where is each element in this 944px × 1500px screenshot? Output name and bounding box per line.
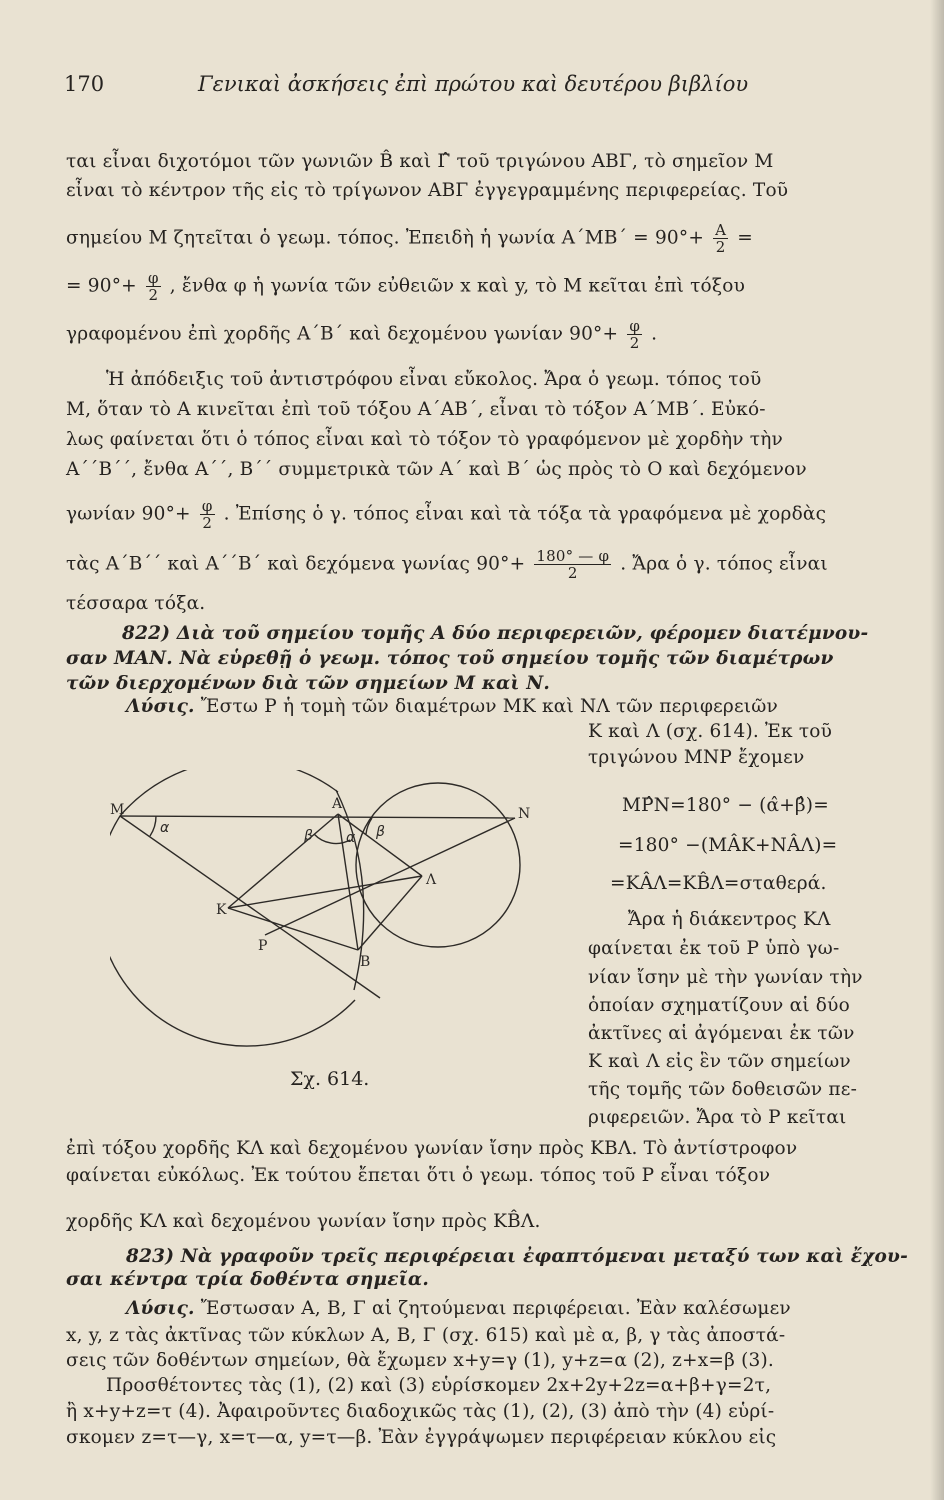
diameter-nl [265, 818, 515, 935]
text-line: Α΄΄Β΄΄, ἔνθα Α΄΄, Β΄΄ συμμετρικὰ τῶν Α΄ καὶ Β΄ ὡς πρὸς τὸ Ο καὶ δεχόμενον [66, 459, 807, 480]
angle-alpha-mark [150, 816, 156, 836]
label-a: A [332, 796, 343, 812]
text-span: Ἔστωσαν Α, Β, Γ αἱ ζητούμεναι περιφέρειαι. Ἐὰν καλέσωμεν [200, 1298, 791, 1319]
text-span: . Ἄρα ὁ γ. τόπος εἶναι [620, 553, 828, 575]
text-line: λως φαίνεται ὅτι ὁ τόπος εἶναι καὶ τὸ τόξον τὸ γραφόμενον μὲ χορδὴν τὴν [66, 429, 783, 450]
line-kb [228, 908, 358, 950]
fraction [534, 548, 611, 581]
equation-line: =ΚÂΛ=ΚB̂Λ=σταθερά. [610, 873, 827, 894]
text-line: Κ καὶ Λ (σχ. 614). Ἐκ τοῦ [588, 721, 833, 742]
text-span: Ἔστω Ρ ἡ τομὴ τῶν διαμέτρων ΜΚ καὶ ΝΛ τῶν περιφερειῶν [200, 696, 778, 717]
equation-line: =180° −(ΜÂΚ+ΝÂΛ)= [618, 835, 838, 856]
text-line-with-fraction [66, 222, 753, 255]
circle-k-arc-top [120, 770, 338, 816]
fraction [627, 318, 642, 351]
text-line: Ἄρα ἡ διάκεντρος ΚΛ [628, 909, 831, 930]
angle-a-mark [314, 834, 350, 844]
problem-823-statement: σαι κέντρα τρία δοθέντα σημεῖα. [66, 1269, 429, 1290]
text-line: φαίνεται εὐκόλως. Ἐκ τούτου ἔπεται ὅτι ὁ γεωμ. τόπος τοῦ Ρ εἶναι τόξον [66, 1165, 771, 1186]
text-line: χορδῆς ΚΛ καὶ δεχομένου γωνίαν ἴσην πρὸς ΚB̂Λ. [66, 1211, 541, 1232]
label-p: P [258, 938, 268, 954]
text-span: γραφομένου ἐπὶ χορδῆς Α΄Β΄ καὶ δεχομένου γωνίαν 90°+ [66, 323, 619, 345]
fraction [713, 222, 728, 255]
text-line: σεις τῶν δοθέντων σημείων, θὰ ἔχωμεν x+y=γ (1), y+z=α (2), z+x=β (3). [66, 1350, 774, 1371]
text-line: ἢ x+y+z=τ (4). Ἀφαιροῦντες διαδοχικῶς τὰς (1), (2), (3) ἀπὸ τὴν (4) εὑρί- [66, 1401, 775, 1422]
text-line: φαίνεται ἐκ τοῦ Ρ ὑπὸ γω- [588, 938, 840, 959]
fraction-numerator: φ [147, 269, 159, 287]
text-line: νίαν ἴσην μὲ τὴν γωνίαν τὴν [588, 967, 863, 988]
label-alpha: α [160, 820, 170, 836]
text-line-with-fraction [66, 498, 826, 531]
solution-line [126, 695, 778, 719]
page-number: 170 [64, 72, 105, 96]
label-beta: β [376, 824, 385, 840]
problem-823-statement: 823) Νὰ γραφοῦν τρεῖς περιφέρειαι ἐφαπτόμεναι μεταξύ των καὶ ἔχου- [126, 1246, 908, 1267]
text-line: τῆς τομῆς τῶν δοθεισῶν πε- [588, 1079, 858, 1100]
fraction [200, 498, 215, 531]
text-span: γωνίαν 90°+ [66, 503, 191, 525]
text-line: ἀκτῖνες αἱ ἀγόμεναι ἐκ τῶν [588, 1023, 855, 1044]
running-header [64, 72, 904, 102]
label-m: M [110, 802, 125, 818]
text-line: Μ, ὅταν τὸ Α κινεῖται ἐπὶ τοῦ τόξου Α΄ΑΒ΄, εἶναι τὸ τόξον Α΄ΜΒ΄. Εὐκό- [66, 399, 766, 420]
text-line: x, y, z τὰς ἀκτῖνας τῶν κύκλων Α, Β, Γ (σχ. 615) καὶ μὲ α, β, γ τὰς ἀποστά- [66, 1325, 786, 1346]
text-line: ἐπὶ τόξου χορδῆς ΚΛ καὶ δεχομένου γωνίαν ἴσην πρὸς ΚΒΛ. Τὸ ἀντίστροφον [66, 1138, 798, 1159]
text-line: Προσθέτοντες τὰς (1), (2) καὶ (3) εὑρίσκομεν 2x+2y+2z=α+β+γ=2τ, [106, 1375, 772, 1396]
text-line-with-fraction [66, 318, 657, 351]
text-span: τὰς Α΄Β΄΄ καὶ Α΄΄Β΄ καὶ δεχόμενα γωνίας 90°+ [66, 553, 526, 575]
text-line: Ἡ ἀπόδειξις τοῦ ἀντιστρόφου εἶναι εὔκολος. Ἄρα ὁ γεωμ. τόπος τοῦ [106, 369, 762, 390]
equation-line: ΜΡ̂Ν=180° − (α̂+β̂)= [622, 795, 829, 816]
text-span: = 90°+ [66, 275, 137, 297]
fraction-numerator: Α [715, 221, 727, 239]
text-line: ται εἶναι διχοτόμοι τῶν γωνιῶν B̂ καὶ Γ̂ τοῦ τριγώνου ΑΒΓ, τὸ σημεῖον Μ [66, 151, 774, 172]
solution-label: Λύσις. [126, 696, 195, 717]
text-span: , ἔνθα φ ἡ γωνία τῶν εὐθειῶν x καὶ y, τὸ Μ κεῖται ἐπὶ τόξου [169, 275, 746, 297]
text-line: εἶναι τὸ κέντρον τῆς εἰς τὸ τρίγωνον ΑΒΓ ἐγγεγραμμένης περιφερείας. Τοῦ [66, 180, 789, 201]
text-span: . [651, 323, 658, 345]
label-k: K [216, 902, 227, 918]
text-line: τέσσαρα τόξα. [66, 593, 206, 614]
problem-822-statement: σαν ΜΑΝ. Νὰ εὑρεθῇ ὁ γεωμ. τόπος τοῦ σημείου τομῆς τῶν διαμέτρων [66, 648, 834, 669]
text-line-with-fraction [66, 548, 828, 581]
circle-lambda [356, 783, 520, 947]
text-span: . Ἐπίσης ὁ γ. τόπος εἶναι καὶ τὰ τόξα τὰ γραφόμενα μὲ χορδὰς [223, 503, 827, 525]
text-span: σημείου Μ ζητεῖται ὁ γεωμ. τόπος. Ἐπειδὴ ἡ γωνία Α΄ΜΒ΄ = 90°+ [66, 227, 705, 249]
fraction [146, 270, 161, 303]
line-kl [228, 876, 422, 908]
figure-caption: Σχ. 614. [290, 1068, 370, 1090]
text-line: ριφερειῶν. Ἄρα τὸ Ρ κεῖται [588, 1107, 847, 1128]
fraction-denominator: 2 [202, 514, 213, 532]
circle-k-arc-bottom [110, 816, 355, 1046]
fraction-denominator: 2 [567, 564, 578, 582]
problem-822-statement: τῶν διερχομένων διὰ τῶν σημείων Μ καὶ Ν. [66, 673, 550, 694]
fraction-numerator: φ [629, 317, 641, 335]
label-alpha-2: α [346, 830, 356, 846]
solution-label: Λύσις. [126, 1298, 195, 1319]
text-line: Κ καὶ Λ εἰς ἓν τῶν σημείων [588, 1051, 851, 1072]
label-lambda: Λ [426, 872, 437, 888]
text-line-with-fraction [66, 270, 745, 303]
text-span: = [737, 227, 753, 249]
fraction-numerator: φ [201, 497, 213, 515]
label-n: N [518, 806, 531, 822]
line-ak [228, 814, 338, 908]
running-title: Γενικαὶ ἀσκήσεις ἐπὶ πρώτου καὶ δευτέρου βιβλίου [198, 72, 749, 96]
secant-man [120, 816, 515, 818]
figure-614 [110, 770, 550, 1060]
problem-822-statement: 822) Διὰ τοῦ σημείου τομῆς Α δύο περιφερειῶν, φέρομεν διατέμνου- [122, 623, 869, 644]
solution-line [126, 1297, 791, 1321]
label-b: B [360, 954, 371, 970]
fraction-denominator: 2 [715, 238, 726, 256]
label-beta-2: β [304, 828, 313, 844]
book-spine-shadow [930, 0, 944, 1500]
text-line: ὁποίαν σχηματίζουν αἱ δύο [588, 995, 850, 1016]
fraction-denominator: 2 [148, 286, 159, 304]
text-line: τριγώνου ΜΝΡ ἔχομεν [588, 747, 805, 768]
text-line: σκομεν z=τ—γ, x=τ—α, y=τ—β. Ἐὰν ἐγγράψωμεν περιφέρειαν κύκλου εἰς [66, 1427, 777, 1448]
fraction-numerator: 180° — φ [536, 547, 610, 565]
fraction-denominator: 2 [629, 334, 640, 352]
